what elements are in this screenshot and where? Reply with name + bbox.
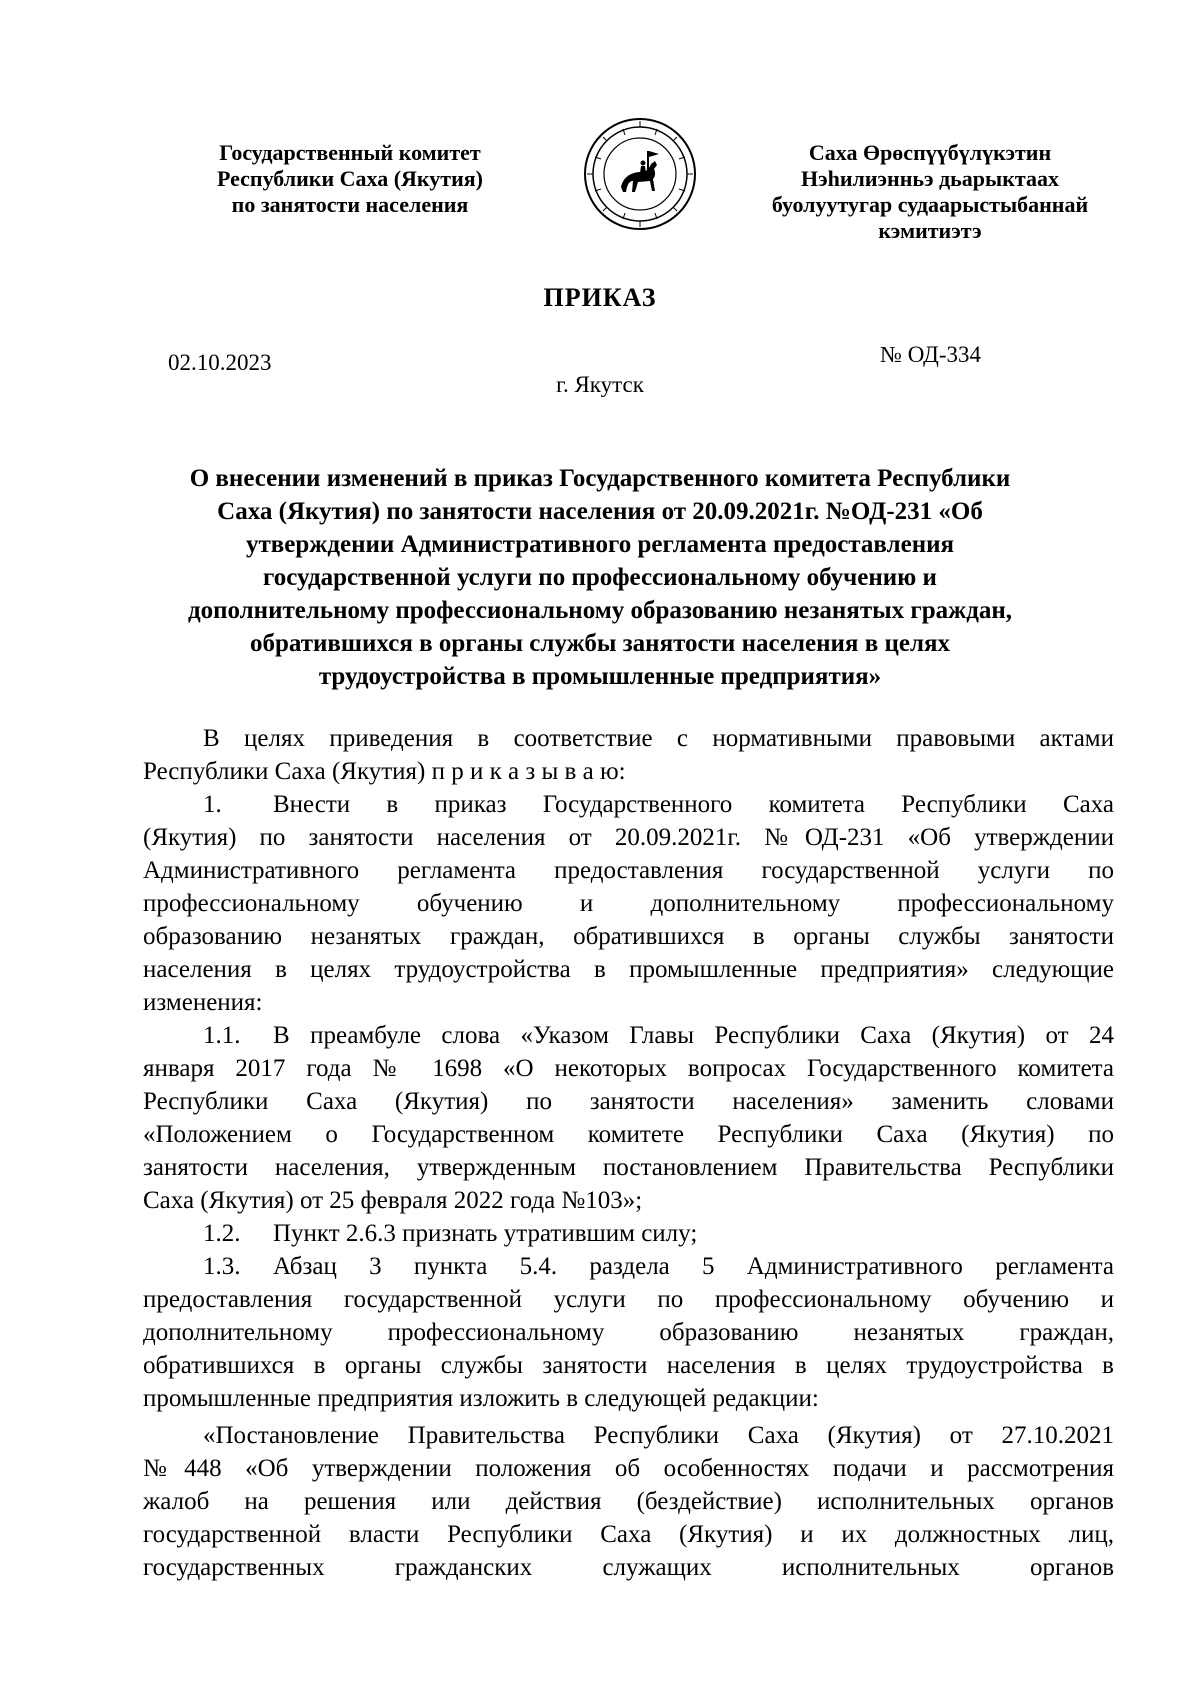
body-line: [143, 755, 1114, 788]
org-name-yakut: [740, 140, 1120, 244]
document-type: ПРИКАЗ: [543, 283, 657, 312]
body-line: [143, 1419, 1114, 1452]
body-line: [143, 854, 1114, 887]
body-line: [143, 1085, 1114, 1118]
clause-number: 1.3.: [203, 1253, 241, 1280]
body-line: [143, 1118, 1114, 1151]
body-line-text: промышленные предприятия изложить в следующей редакции:: [143, 1385, 819, 1412]
title-line: трудоустройства в промышленные предприятия»: [318, 663, 882, 690]
body-line-text: образованию незанятых граждан, обратившихся в органы службы занятости: [143, 923, 1114, 950]
body-line-text: государственной власти Республики Саха (Якутия) и их должностных лиц,: [143, 1521, 1114, 1548]
body-line-text: профессиональному обучению и дополнительному профессиональному: [143, 890, 1114, 917]
org-name-russian: [170, 140, 530, 218]
body-line-text: (Якутия) по занятости населения от 20.09.2021г. №ОД-231 «Об утверждении: [143, 824, 1114, 851]
body-line-text: «Постановление Правительства Республики Саха (Якутия) от 27.10.2021: [203, 1422, 1114, 1449]
body-line-text: января 2017 года № 1698 «О некоторых вопросах Государственного комитета: [143, 1055, 1114, 1082]
title-line: государственной услуги по профессиональному обучению и: [263, 564, 937, 591]
body-line: [143, 1485, 1114, 1518]
body-line: [143, 821, 1114, 854]
body-line-text: предоставления государственной услуги по профессиональному обучению и: [143, 1286, 1114, 1313]
body-line-text: дополнительному профессиональному образованию незанятых граждан,: [143, 1319, 1114, 1346]
body-line-text: В преамбуле слова «Указом Главы Республики Саха (Якутия) от 24: [273, 1022, 1114, 1049]
body-line-text: государственных гражданских служащих исполнительных органов: [143, 1554, 1114, 1581]
org-left-line: Государственный комитет: [219, 140, 481, 165]
org-right-line: Саха Өрөспүүбүлүкэтин: [808, 140, 1052, 165]
body-line: [143, 953, 1114, 986]
title-line: Саха (Якутия) по занятости населения от 20.09.2021г. №ОД-231 «Об: [217, 498, 983, 525]
body-line-text: Внести в приказ Государственного комитета Республики Саха: [273, 791, 1114, 818]
title-line: дополнительному профессиональному образованию незанятых граждан,: [187, 597, 1013, 624]
body-line-text: изменения:: [143, 989, 263, 1016]
document-title: [120, 462, 1080, 693]
org-left-line: по занятости населения: [231, 192, 469, 217]
document-date: 02.10.2023: [168, 350, 272, 375]
document-city: г. Якутск: [556, 372, 644, 397]
body-line-text: Республики Саха (Якутия) по занятости населения» заменить словами: [143, 1088, 1114, 1115]
title-line: утверждении Административного регламента предоставления: [245, 531, 955, 558]
title-line: О внесении изменений в приказ Государственного комитета Республики: [189, 465, 1011, 492]
body-line: [143, 1452, 1114, 1485]
body-line: [143, 722, 1114, 755]
body-line-text: Саха (Якутия) от 25 февраля 2022 года №103»;: [143, 1187, 643, 1214]
body-line-text: В целях приведения в соответствие с нормативными правовыми актами: [203, 725, 1114, 752]
body-line: [143, 1052, 1114, 1085]
body-line: [143, 1551, 1114, 1584]
clause-number: 1.: [203, 791, 222, 818]
body-line: [143, 1250, 1114, 1283]
body-line: [143, 1382, 1114, 1415]
body-line-text: жалоб на решения или действия (бездействие) исполнительных органов: [143, 1488, 1114, 1515]
document-body: [143, 722, 1114, 1584]
body-line-text: Республики Саха (Якутия) п р и к а з ы в а ю:: [143, 758, 626, 785]
body-line-text: населения в целях трудоустройства в промышленные предприятия» следующие: [143, 956, 1114, 983]
body-line: [143, 1217, 1114, 1250]
body-line-text: Пункт 2.6.3 признать утратившим силу;: [273, 1220, 698, 1247]
org-right-line: Нэһилиэнньэ дьарыктаах: [801, 166, 1059, 191]
body-line: [143, 986, 1114, 1019]
title-line: обратившихся в органы службы занятости населения в целях: [249, 630, 950, 657]
clause-number: 1.1.: [203, 1022, 241, 1049]
body-line-text: Административного регламента предоставления государственной услуги по: [143, 857, 1114, 884]
body-line: [143, 1151, 1114, 1184]
body-line: [143, 1518, 1114, 1551]
body-line-text: «Положением о Государственном комитете Республики Саха (Якутия) по: [143, 1121, 1114, 1148]
org-right-line: буолуутугар судаарыстыбаннай: [771, 192, 1089, 217]
body-line: [143, 1349, 1114, 1382]
body-line: [143, 920, 1114, 953]
body-line: [143, 1184, 1114, 1217]
coat-of-arms-icon: [583, 117, 697, 231]
body-line: [143, 1019, 1114, 1052]
body-line: [143, 788, 1114, 821]
org-left-line: Республики Саха (Якутия): [216, 166, 484, 191]
body-line-text: №448 «Об утверждении положения об особенностях подачи и рассмотрения: [143, 1455, 1114, 1482]
body-line-text: обратившихся в органы службы занятости населения в целях трудоустройства в: [143, 1352, 1114, 1379]
document-number: № ОД-334: [880, 342, 982, 367]
org-right-line: кэмитиэтэ: [878, 218, 982, 243]
clause-number: 1.2.: [203, 1220, 241, 1247]
body-line: [143, 1283, 1114, 1316]
body-line: [143, 887, 1114, 920]
body-line-text: занятости населения, утвержденным постановлением Правительства Республики: [143, 1154, 1114, 1181]
body-line-text: Абзац 3 пункта 5.4. раздела 5 Административного регламента: [273, 1253, 1114, 1280]
body-line: [143, 1316, 1114, 1349]
